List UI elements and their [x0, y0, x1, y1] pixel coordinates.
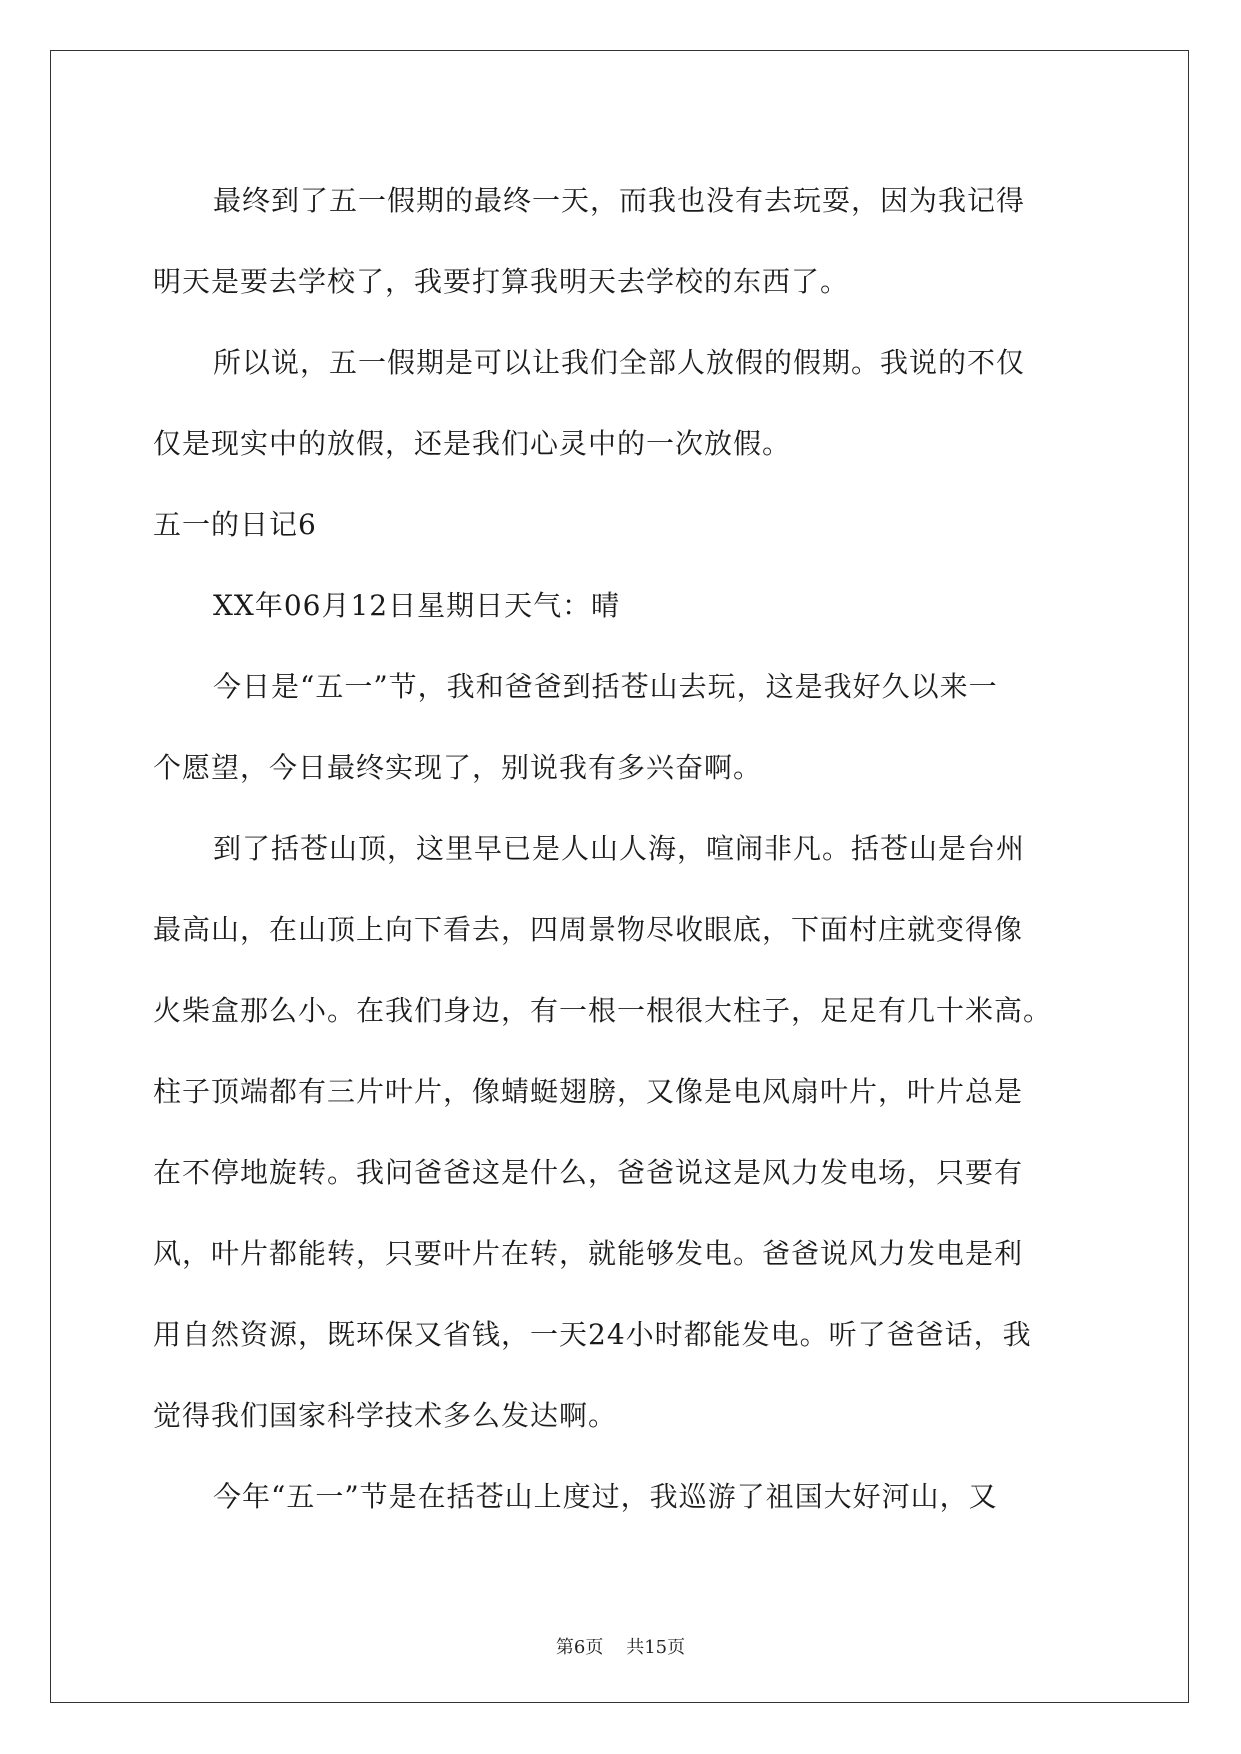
text-line: 柱子顶端都有三片叶片，像蜻蜓翅膀，又像是电风扇叶片，叶片总是	[153, 1075, 1024, 1108]
document-body	[153, 160, 1093, 1537]
text-line: 明天是要去学校了，我要打算我明天去学校的东西了。	[153, 265, 850, 298]
text-line: 今年“五一”节是在括苍山上度过，我巡游了祖国大好河山，又	[213, 1480, 998, 1513]
text-line: 所以说，五一假期是可以让我们全部人放假的假期。我说的不仅	[213, 346, 1026, 379]
text-line: 仅是现实中的放假，还是我们心灵中的一次放假。	[153, 427, 792, 460]
text-line: 到了括苍山顶，这里早已是人山人海，喧闹非凡。括苍山是台州	[213, 832, 1026, 865]
diary-date-line: XX年06月12日星期日天气：晴	[213, 589, 621, 622]
text-line: 今日是“五一”节，我和爸爸到括苍山去玩，这是我好久以来一	[213, 670, 998, 703]
text-line: 在不停地旋转。我问爸爸这是什么，爸爸说这是风力发电场，只要有	[153, 1156, 1024, 1189]
section-heading: 五一的日记6	[153, 508, 317, 541]
text-line: 个愿望，今日最终实现了，别说我有多兴奋啊。	[153, 751, 763, 784]
text-line: 火柴盒那么小。在我们身边，有一根一根很大柱子，足足有几十米高。	[153, 994, 1053, 1027]
text-line: 最高山，在山顶上向下看去，四周景物尽收眼底，下面村庄就变得像	[153, 913, 1024, 946]
text-line: 最终到了五一假期的最终一天，而我也没有去玩耍，因为我记得	[213, 184, 1026, 217]
text-line: 觉得我们国家科学技术多么发达啊。	[153, 1399, 618, 1432]
text-line: 用自然资源，既环保又省钱，一天24小时都能发电。听了爸爸话，我	[153, 1318, 1032, 1351]
page-number-footer: 第6页 共15页	[555, 1637, 686, 1658]
text-line: 风，叶片都能转，只要叶片在转，就能够发电。爸爸说风力发电是利	[153, 1237, 1024, 1270]
